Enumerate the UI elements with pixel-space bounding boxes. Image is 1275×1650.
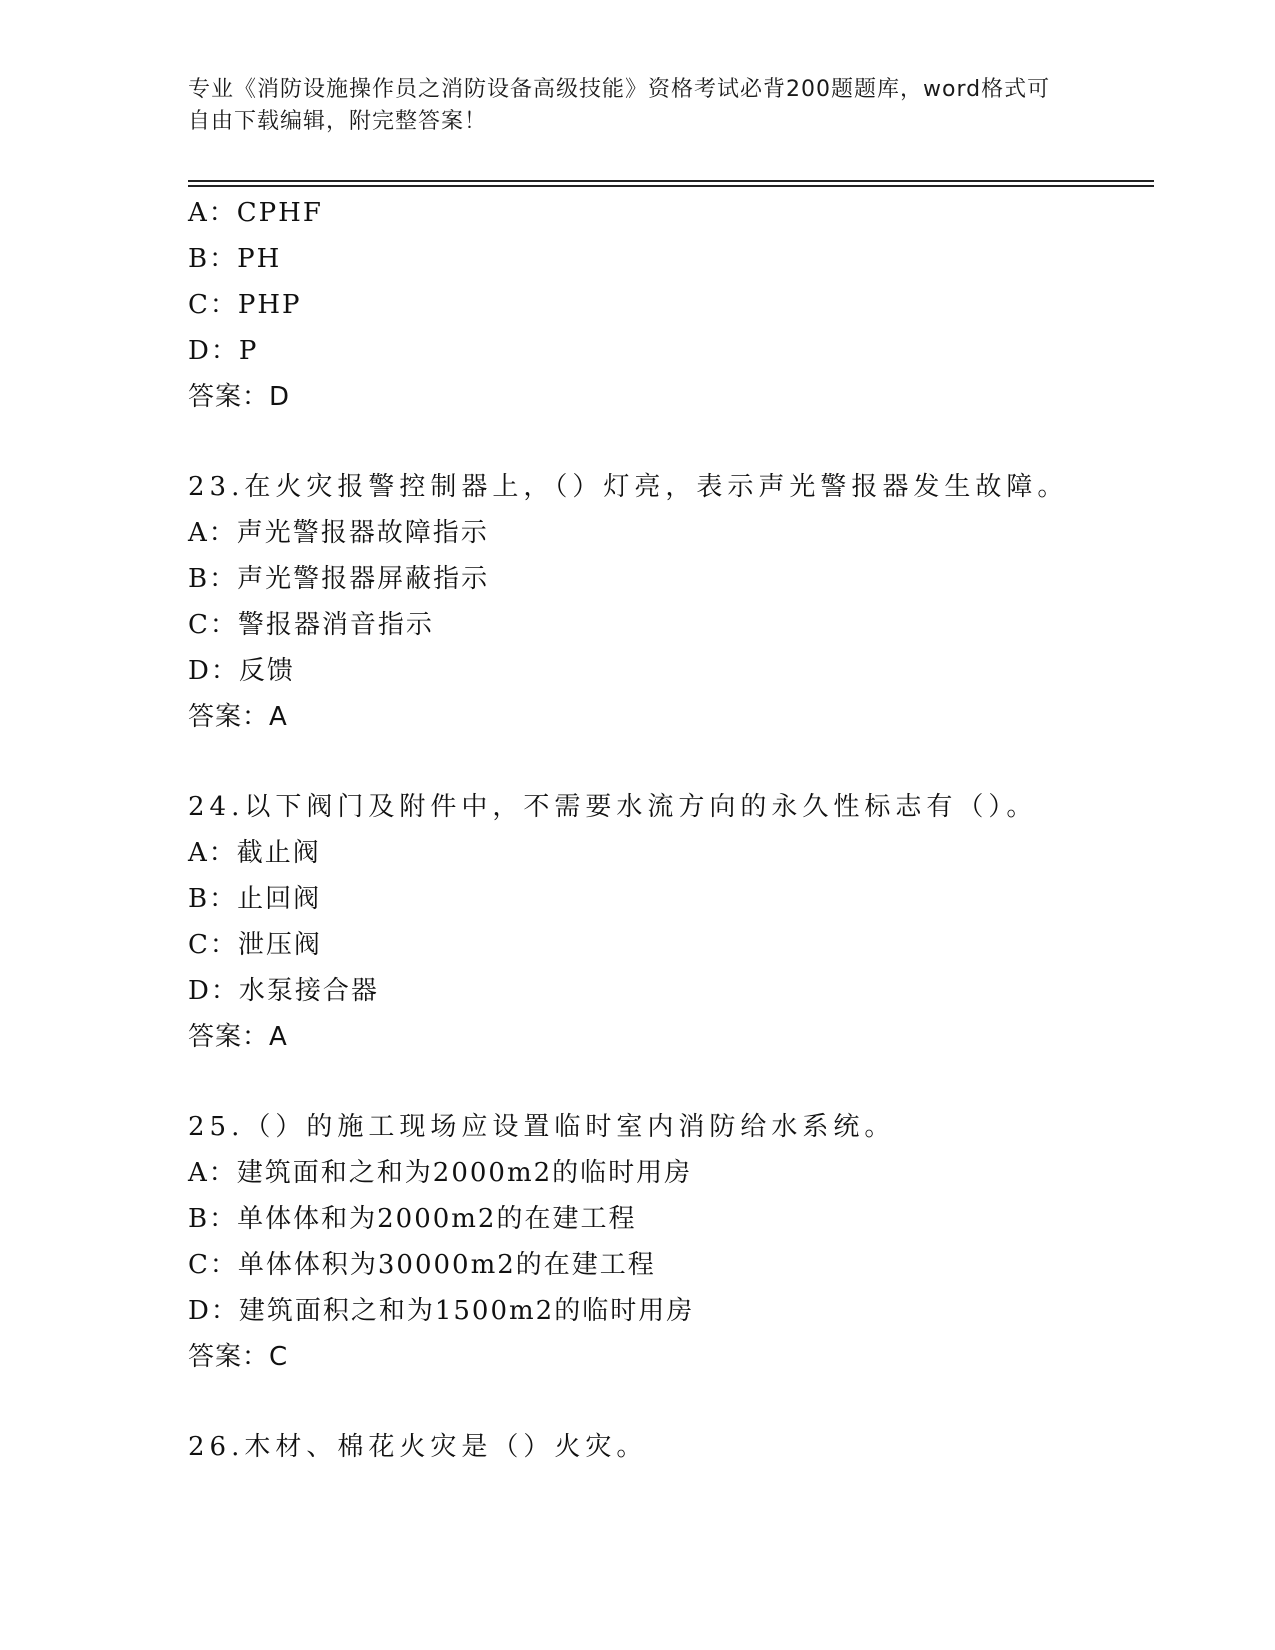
option-a: A：CPHF	[188, 198, 323, 228]
option-a: A：建筑面和之和为2000m2的临时用房	[188, 1158, 693, 1188]
option-b: B：PH	[188, 244, 282, 274]
question-block-23	[188, 464, 1154, 740]
option-d: D：反馈	[188, 656, 295, 686]
question-text: 25.（）的施工现场应设置临时室内消防给水系统。	[188, 1112, 896, 1142]
question-block-24	[188, 784, 1154, 1060]
question-list	[188, 190, 1154, 1470]
answer-text: 答案：A	[188, 702, 288, 732]
option-c: C：泄压阀	[188, 930, 322, 960]
option-b: B：止回阀	[188, 884, 322, 914]
question-text: 26.木材、棉花火灾是（）火灾。	[188, 1432, 648, 1462]
question-block-26	[188, 1424, 1154, 1470]
document-header: 专业《消防设施操作员之消防设备高级技能》资格考试必背200题题库，word格式可自由下载编辑，附完整答案！	[188, 77, 1051, 134]
block-spacer	[188, 1060, 1154, 1104]
option-c: C：警报器消音指示	[188, 610, 434, 640]
question-text: 23.在火灾报警控制器上，（）灯亮，表示声光警报器发生故障。	[188, 472, 1069, 502]
answer-text: 答案：A	[188, 1022, 288, 1052]
option-d: D：P	[188, 336, 259, 366]
option-a: A：截止阀	[188, 838, 321, 868]
block-spacer	[188, 740, 1154, 784]
option-d: D：建筑面积之和为1500m2的临时用房	[188, 1296, 695, 1326]
block-spacer	[188, 420, 1154, 464]
option-c: C：单体体积为30000m2的在建工程	[188, 1250, 656, 1280]
header-divider-bottom	[188, 185, 1154, 187]
option-c: C：PHP	[188, 290, 302, 320]
header-divider-top	[188, 180, 1154, 182]
question-text: 24.以下阀门及附件中，不需要水流方向的永久性标志有（）。	[188, 792, 1038, 822]
option-b: B：声光警报器屏蔽指示	[188, 564, 490, 594]
option-b: B：单体体和为2000m2的在建工程	[188, 1204, 637, 1234]
question-block-25	[188, 1104, 1154, 1380]
block-spacer	[188, 1380, 1154, 1424]
question-block-22	[188, 190, 1154, 420]
answer-text: 答案：C	[188, 1342, 289, 1372]
answer-text: 答案：D	[188, 382, 291, 412]
option-a: A：声光警报器故障指示	[188, 518, 489, 548]
option-d: D：水泵接合器	[188, 976, 379, 1006]
